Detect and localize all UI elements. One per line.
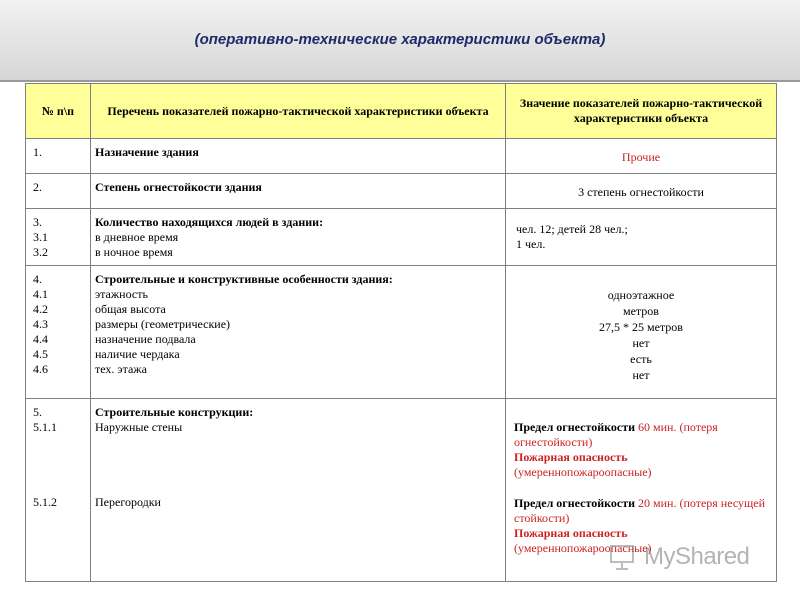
row-item: размеры (геометрические) (95, 317, 231, 331)
row-number: 4.4 (33, 332, 48, 346)
row-number: 4.6 (33, 362, 48, 376)
row-value: нет (632, 336, 650, 350)
table-row (26, 266, 777, 399)
header-indicators: Перечень показателей пожарно-тактической характеристики объекта (91, 84, 506, 139)
row-title: Назначение здания (95, 145, 199, 159)
watermark-text: MyShared (644, 543, 750, 570)
row-number: 4.1 (33, 287, 48, 301)
row-number: 5.1.2 (33, 495, 57, 509)
row-number: 3. (33, 215, 42, 229)
row-value: метров (623, 304, 659, 318)
row-item: наличие чердака (95, 347, 180, 361)
header-number: № п\п (26, 84, 91, 139)
row-value: Прочие (621, 150, 661, 164)
row-item: этажность (95, 287, 148, 301)
row-value: есть (630, 352, 652, 366)
row-item: Наружные стены (95, 420, 183, 434)
row-number: 3.2 (33, 245, 48, 259)
row-value: 1 чел. (516, 237, 546, 251)
table-row (26, 209, 777, 266)
row-value: нет (632, 368, 650, 382)
presentation-icon (608, 542, 638, 572)
row-item: в ночное время (95, 245, 173, 259)
row-number: 1. (33, 145, 42, 159)
row-number: 4.5 (33, 347, 48, 361)
row-item: в дневное время (95, 230, 179, 244)
row-number: 3.1 (33, 230, 48, 244)
partition-danger-value: (умереннопожароопасные) (514, 541, 652, 555)
row-number: 4. (33, 272, 42, 286)
row-number: 2. (33, 180, 42, 194)
table-row (26, 174, 777, 209)
row-number: 4.2 (33, 302, 48, 316)
partition-limit-label: Предел огнестойкости (514, 496, 636, 510)
table-row (26, 139, 777, 174)
row-value: чел. 12; детей 28 чел.; (516, 222, 628, 236)
row-value: 3 степень огнестойкости (578, 185, 704, 199)
row-title: Количество находящихся людей в здании: (95, 215, 324, 229)
watermark (608, 537, 778, 577)
wall-danger-label: Пожарная опасность (514, 450, 628, 464)
row-number: 5.1.1 (33, 420, 57, 434)
wall-limit-value: 60 мин. (потеря огнестойкости) (514, 420, 718, 449)
row-value: одноэтажное (607, 288, 675, 302)
row-value: 27,5 * 25 метров (599, 320, 683, 334)
row-item: назначение подвала (95, 332, 196, 346)
row-number: 4.3 (33, 317, 48, 331)
row-item: Перегородки (95, 495, 161, 509)
header-values: Значение показателей пожарно-тактической характеристики объекта (506, 84, 777, 139)
partition-fire-limit (514, 496, 768, 526)
row-item: тех. этажа (95, 362, 147, 376)
wall-danger-value: (умереннопожароопасные) (514, 465, 652, 479)
wall-fire-limit (514, 420, 768, 450)
partition-limit-value: 20 мин. (потеря несущей стойкости) (514, 496, 766, 525)
row-item: общая высота (95, 302, 166, 316)
row-title: Строительные и конструктивные особенности здания: (95, 272, 393, 286)
table-header-row (26, 84, 777, 139)
row-number: 5. (33, 405, 42, 419)
characteristics-table (25, 83, 777, 582)
partition-danger-label: Пожарная опасность (514, 526, 628, 540)
wall-fire-danger (514, 450, 768, 480)
row-title: Степень огнестойкости здания (95, 180, 262, 194)
row-title: Строительные конструкции: (95, 405, 254, 419)
page-title: (оперативно-технические характеристики объекта) (194, 31, 606, 48)
wall-limit-label: Предел огнестойкости (514, 420, 636, 434)
